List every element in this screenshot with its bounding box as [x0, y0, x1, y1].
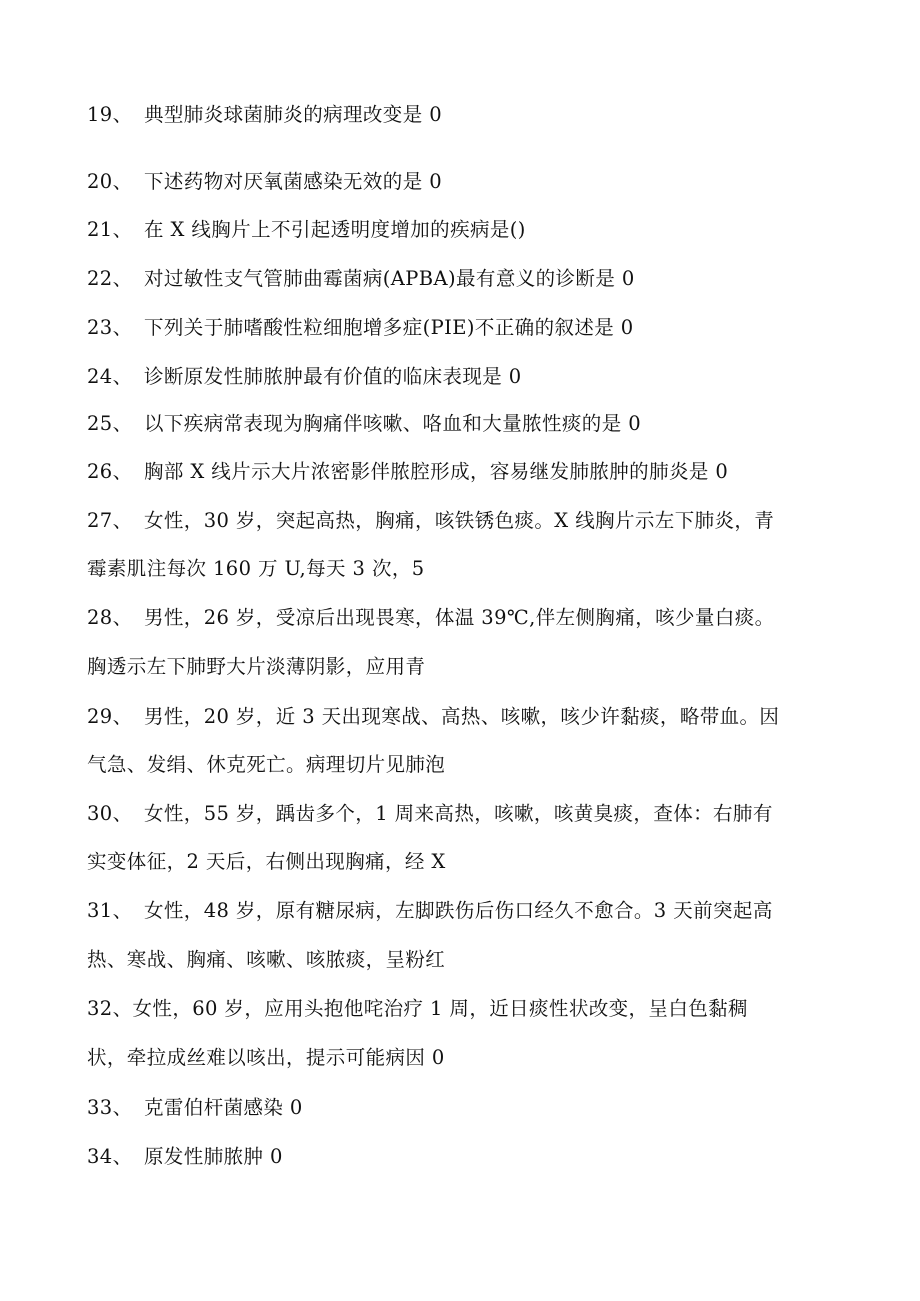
- question-29-continuation: 气急、发绢、休克死亡。病理切片见肺泡: [87, 753, 446, 776]
- question-text: 下述药物对厌氧菌感染无效的是 0: [144, 170, 443, 193]
- question-text: 在 X 线胸片上不引起透明度增加的疾病是(): [144, 218, 526, 241]
- question-text: 克雷伯杆菌感染 0: [144, 1096, 303, 1119]
- question-text: 下列关于肺嗜酸性粒细胞增多症(PIE)不正确的叙述是 0: [144, 316, 634, 339]
- question-text: 女性，55 岁，踽齿多个，1 周来高热，咳嗽，咳黄臭痰，查体：右肺有: [144, 802, 773, 825]
- question-text: 对过敏性支气管肺曲霉菌病(APBA)最有意义的诊断是 0: [144, 267, 635, 290]
- question-25: [87, 412, 847, 436]
- question-20: [87, 170, 847, 194]
- question-number: 20、: [87, 170, 133, 193]
- question-text: 诊断原发性肺脓肿最有价值的临床表现是 0: [144, 365, 522, 388]
- question-number: 29、: [87, 705, 133, 728]
- question-number: 31、: [87, 899, 133, 922]
- question-number: 30、: [87, 802, 133, 825]
- question-number: 33、: [87, 1096, 133, 1119]
- question-33: [87, 1096, 847, 1120]
- question-26: [87, 460, 847, 484]
- question-text: 胸部 X 线片示大片浓密影伴脓腔形成，容易继发肺脓肿的肺炎是 0: [144, 460, 729, 483]
- question-23: [87, 316, 847, 340]
- question-number: 26、: [87, 460, 133, 483]
- question-number: 34、: [87, 1145, 133, 1168]
- question-number: 32、: [87, 997, 133, 1020]
- question-number: 23、: [87, 316, 133, 339]
- question-27: [87, 509, 847, 533]
- question-30: [87, 802, 847, 826]
- question-24: [87, 365, 847, 389]
- question-34: [87, 1145, 847, 1169]
- question-28: [87, 606, 847, 630]
- question-32: [87, 997, 847, 1021]
- question-19: [87, 103, 847, 127]
- question-number: 24、: [87, 365, 133, 388]
- question-text: 男性，20 岁，近 3 天出现寒战、高热、咳嗽，咳少许黏痰，略带血。因: [144, 705, 780, 728]
- question-30-continuation: 实变体征，2 天后，右侧出现胸痛，经 X: [87, 850, 446, 873]
- question-text: 女性，30 岁，突起高热，胸痛，咳铁锈色痰。X 线胸片示左下肺炎，青: [144, 509, 775, 532]
- question-32-continuation: 状，牵拉成丝难以咳出，提示可能病因 0: [87, 1046, 445, 1069]
- question-31: [87, 899, 847, 923]
- question-27-continuation: 霉素肌注每次 160 万 U,每天 3 次，5: [87, 557, 425, 580]
- question-text: 典型肺炎球菌肺炎的病理改变是 0: [144, 103, 443, 126]
- question-number: 25、: [87, 412, 133, 435]
- question-number: 19、: [87, 103, 133, 126]
- question-31-continuation: 热、寒战、胸痛、咳嗽、咳脓痰，呈粉红: [87, 948, 446, 971]
- question-number: 28、: [87, 606, 133, 629]
- question-text: 原发性肺脓肿 0: [144, 1145, 283, 1168]
- question-21: [87, 218, 847, 242]
- question-28-continuation: 胸透示左下肺野大片淡薄阴影，应用青: [87, 655, 426, 678]
- question-text: 以下疾病常表现为胸痛伴咳嗽、咯血和大量脓性痰的是 0: [144, 412, 642, 435]
- question-number: 27、: [87, 509, 133, 532]
- question-number: 21、: [87, 218, 133, 241]
- question-number: 22、: [87, 267, 133, 290]
- question-text: 男性，26 岁，受凉后出现畏寒，体温 39℃,伴左侧胸痛，咳少量白痰。: [144, 606, 775, 629]
- question-text: 女性，60 岁，应用头抱他咤治疗 1 周，近日痰性状改变，呈白色黏稠: [132, 997, 748, 1020]
- question-29: [87, 705, 847, 729]
- question-text: 女性，48 岁，原有糖尿病，左脚跌伤后伤口经久不愈合。3 天前突起高: [144, 899, 773, 922]
- question-22: [87, 267, 847, 291]
